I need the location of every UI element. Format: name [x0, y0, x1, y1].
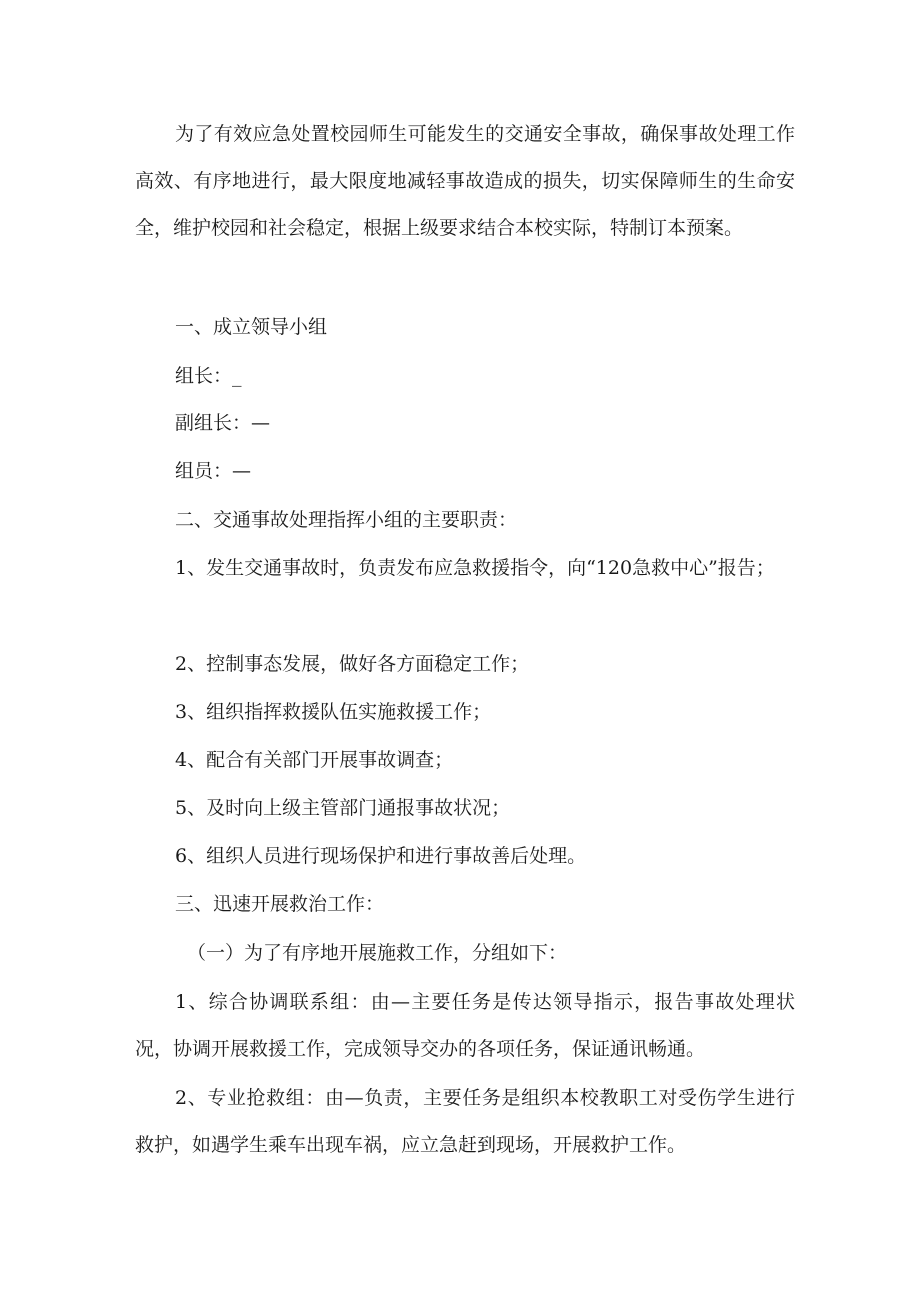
duty-item-4: 4、配合有关部门开展事故调查； [175, 749, 454, 771]
group-item-rescue: 2、专业抢救组：由—负责，主要任务是组织本校教职工对受伤学生进行救护，如遇学生乘车出现车祸，应立急赶到现场，开展救护工作。 [135, 1087, 795, 1156]
duty-item-6: 6、组织人员进行现场保护和进行事故善后处理。 [175, 845, 587, 867]
duty-item-3: 3、组织指挥救援队伍实施救援工作； [175, 701, 492, 723]
members-line: 组员：— [175, 460, 252, 482]
intro-paragraph: 为了有效应急处置校园师生可能发生的交通安全事故，确保事故处理工作高效、有序地进行，最大限度地减轻事故造成的损失，切实保障师生的生命安全，维护校园和社会稳定，根据上级要求结合本校实际，特制订本预案。 [135, 123, 795, 239]
group-leader-line: 组长：_ [175, 365, 242, 387]
section-heading-duties: 二、交通事故处理指挥小组的主要职责： [175, 509, 518, 531]
duty-item-2: 2、控制事态发展，做好各方面稳定工作； [175, 653, 530, 675]
duty-item-5: 5、及时向上级主管部门通报事故状况； [175, 797, 511, 819]
deputy-leader-line: 副组长：— [175, 412, 271, 434]
duty-item-1: 1、发生交通事故时，负责发布应急救援指令，向“120急救中心”报告； [175, 557, 775, 579]
section-heading-leadership-group: 一、成立领导小组 [175, 316, 328, 338]
section-heading-rescue: 三、迅速开展救治工作： [175, 893, 385, 915]
subsection-heading-groups: （一）为了有序地开展施救工作，分组如下： [187, 942, 568, 964]
group-item-coordination: 1、综合协调联系组：由—主要任务是传达领导指示，报告事故处理状况，协调开展救援工作，完成领导交办的各项任务，保证通讯畅通。 [135, 991, 795, 1060]
